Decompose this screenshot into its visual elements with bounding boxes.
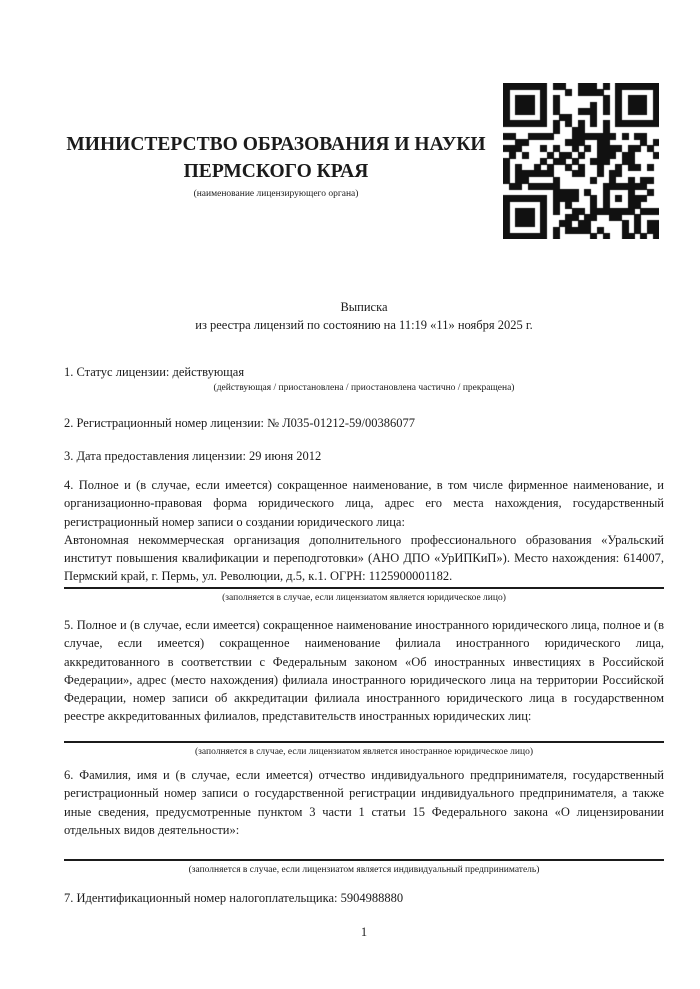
item-foreign-entity [64, 616, 664, 759]
foreign-entity-fill-caption: (заполняется в случае, если лицензиатом является иностранное юридическое лицо) [195, 746, 533, 757]
entrepreneur-fill-caption: (заполняется в случае, если лицензиатом является индивидуальный предприниматель) [188, 865, 540, 876]
entrepreneur-heading: 6. Фамилия, имя и (в случае, если имеется) отчество индивидуального предпринимателя, государственный регистрационный номер записи о государственной регистрации индивидуального предпринимателя, а также иные сведения, предусмотренные пунктом 3 части 1 статьи 15 Федерального закона «О лицензировании отдельных видов деятельности»: [64, 768, 664, 837]
document-title-line1: Выписка [340, 300, 388, 314]
taxpayer-id-text: 7. Идентификационный номер налогоплательщика: 5904988880 [64, 891, 404, 905]
license-status-options-caption: (действующая / приостановлена / приостановлена частично / прекращена) [213, 383, 515, 394]
fill-line-rule [64, 741, 664, 743]
grant-date-text: 3. Дата предоставления лицензии: 29 июня 2012 [64, 449, 322, 463]
page-number: 1 [360, 925, 368, 939]
fill-line-rule [64, 859, 664, 861]
qr-code [503, 83, 659, 239]
legal-entity-value: Автономная некоммерческая организация дополнительного профессионального образования «Уральский институт повышения квалификации и переподготовки» (АНО ДПО «УрИПКиП»). Место нахождения: 614007, Пермский край, г. Пермь, ул. Революции, д.5, к.1. ОГРН: 1125900001182. [64, 532, 664, 584]
item-registration-number [64, 414, 664, 432]
legal-entity-heading: 4. Полное и (в случае, если имеется) сокращенное наименование, в том числе фирменное наименование, и организационно-правовая форма юридического лица, адрес его места нахождения, государственный регистрационный номер записи о создании юридического лица: [64, 478, 664, 529]
fill-line-rule [64, 587, 664, 589]
foreign-entity-heading: 5. Полное и (в случае, если имеется) сокращенное наименование иностранного юридического лица, полное и (в случае, если имеется) сокращенное наименование филиала иностранного юридического лица, аккредитованного в соответствии с Федеральным законом «Об иностранных инвестициях в Российской Федерации», адрес (место нахождения) филиала иностранного юридического лица на территории Российской Федерации, номер записи об аккредитации филиала иностранного юридического лица в государственном реестре аккредитованных филиалов, представительств иностранных юридических лиц: [64, 618, 664, 724]
document-title-line2: из реестра лицензий по состоянию на 11:19 «11» ноября 2025 г. [195, 318, 533, 333]
licensing-authority-header [64, 131, 488, 200]
legal-entity-fill-caption: (заполняется в случае, если лицензиатом является юридическое лицо) [222, 592, 506, 603]
registration-number-text: 2. Регистрационный номер лицензии: № Л035-01212-59/00386077 [64, 416, 415, 430]
licensing-authority-caption: (наименование лицензирующего органа) [193, 189, 359, 199]
item-license-status [64, 363, 664, 395]
item-taxpayer-id [64, 889, 664, 907]
item-entrepreneur [64, 766, 664, 877]
license-status-text: 1. Статус лицензии: действующая [64, 365, 245, 379]
ministry-name-line1: МИНИСТЕРСТВО ОБРАЗОВАНИЯ И НАУКИ [66, 134, 486, 155]
item-legal-entity [64, 476, 664, 605]
item-grant-date [64, 447, 664, 465]
document-title [64, 298, 664, 335]
ministry-name-line2: ПЕРМСКОГО КРАЯ [183, 161, 369, 182]
